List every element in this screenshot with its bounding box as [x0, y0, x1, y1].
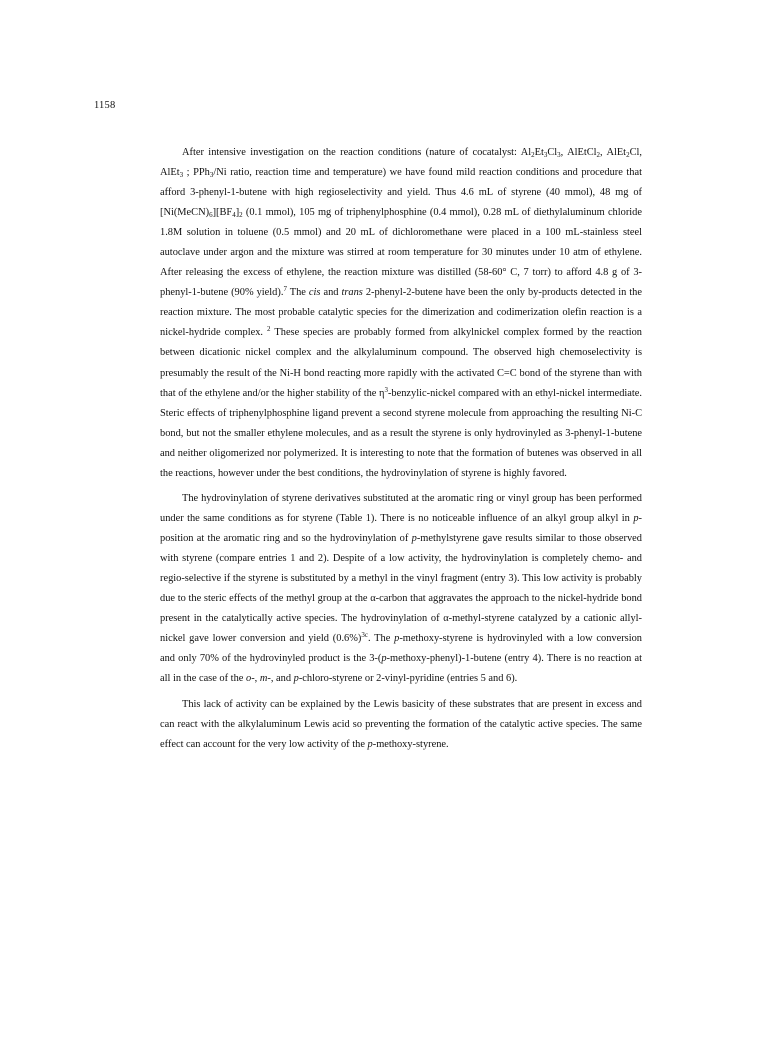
text-run: The hydrovinylation of styrene derivatives substituted at the aromatic ring or vinyl group has been performed under the same conditions as for styrene (Table 1). There is no noticeable influence of an alkyl group alkyl in	[160, 492, 642, 524]
text-run: -,	[251, 673, 260, 685]
text-run: These species are probably formed from alkylnickel complex formed by the reaction between dicationic nickel complex and the alkylaluminum compound. The observed high chemoselectivity is presumably the result of the Ni-H bond reacting more rapidly with the activated C=C bond of the styrene than with that of the ethylene and/or the higher stability of the η	[160, 327, 642, 399]
page-number: 1158	[94, 100, 116, 111]
italic-text: p	[381, 653, 387, 665]
paragraph	[160, 695, 642, 755]
italic-text: p	[293, 673, 299, 685]
body-text	[160, 143, 642, 755]
subscript: 4	[232, 211, 236, 220]
text-run: /Ni ratio, reaction time and temperature) we have found mild reaction conditions and procedure that afford 3-phenyl-1-butene with high regioselectivity and yield. Thus 4.6 mL of styrene (40 mmol), 48 mg of [Ni(MeCN)	[160, 167, 643, 219]
text-run: Cl, AlEt	[160, 147, 642, 179]
text-run: After intensive investigation on the reaction conditions (nature of cocatalyst: Al	[182, 147, 532, 158]
text-run: -methoxy-styrene.	[372, 739, 449, 751]
text-run: ; PPh	[183, 167, 210, 179]
superscript: 7	[283, 285, 287, 294]
text-run: -chloro-styrene or 2-vinyl-pyridine (entries 5 and 6).	[298, 673, 518, 685]
text-run: , AlEt	[600, 147, 627, 158]
subscript: 2	[239, 211, 243, 220]
text-run: -position at the aromatic ring and so the hydrovinylation of	[160, 512, 642, 544]
subscript: 3	[209, 171, 214, 180]
text-run: and	[320, 287, 342, 299]
superscript: 3	[384, 385, 388, 394]
italic-text: trans	[341, 287, 363, 299]
text-run: -, and	[267, 673, 294, 685]
subscript: 6	[209, 211, 213, 220]
text-run: . The	[367, 633, 395, 645]
text-run: , AlEtCl	[560, 147, 597, 158]
italic-text: o	[245, 673, 252, 685]
text-run: Et	[534, 147, 544, 158]
paragraph	[160, 489, 642, 689]
subscript: 3	[557, 151, 561, 159]
subscript: 2	[626, 151, 630, 159]
text-run: 2-phenyl-2-butene have been the only by-products detected in the reaction mixture. The most probable catalytic species for the dimerization and codimerization olefin reaction is a nickel-hydride complex.	[160, 287, 642, 339]
text-run: ]	[235, 207, 240, 219]
italic-text: p	[394, 633, 400, 645]
superscript: 2	[267, 325, 271, 334]
text-run: The	[286, 287, 309, 299]
subscript: 3	[179, 171, 184, 180]
subscript: 2	[531, 151, 535, 159]
text-run: -methoxy-styrene is hydrovinyled with a low conversion and only 70% of the hydrovinyled product is the 3-(	[160, 633, 642, 665]
italic-text: p	[367, 739, 373, 751]
text-run: Cl	[547, 147, 558, 158]
italic-text: p	[411, 532, 417, 544]
text-run: -methoxy-phenyl)-1-butene (entry 4). There is no reaction at all in the case of the	[160, 653, 642, 685]
paragraph	[160, 143, 642, 484]
subscript: 3	[543, 151, 548, 159]
text-run: -benzylic-nickel compared with an ethyl-nickel intermediate. Steric effects of triphenylphosphine ligand prevent a second styrene molecule from approaching the resulting Ni-C bond, but not the smaller ethylene molecules, and as a result the styrene is only hydrovinyled as 3-phenyl-1-butene and neither oligomerized nor polymerized. It is interesting to note that the formation of butenes was observed in all the reactions, however under the best conditions, the hydrovinylation of styrene is highly favored.	[160, 387, 642, 479]
italic-text: p	[633, 512, 639, 524]
text-run: (0.1 mmol), 105 mg of triphenylphosphine (0.4 mmol), 0.28 mL of diethylaluminum chloride 1.8M solution in toluene (0.5 mmol) and 20 mL of dichloromethane were placed in a 100 mL-stainless steel autoclave under argon and the mixture was stirred at room temperature for 30 minutes under 10 atm of ethylene. After releasing the excess of ethylene, the reaction mixture was distilled (58-60° C, 7 torr) to afford 4.8 g of 3-phenyl-1-butene (90% yield).	[160, 207, 642, 299]
italic-text: cis	[308, 287, 321, 299]
superscript: 3c	[361, 631, 368, 640]
text-run: -methylstyrene gave results similar to those observed with styrene (compare entries 1 and 2). Despite of a low activity, the hydrovinylation is completely chemo- and regio-selective if the styrene is substituted by a methyl in the vinyl fragment (entry 3). This low activity is probably due to the steric effects of the methyl group at the α-carbon that aggravates the approach to the nickel-hydride bond present in the catalytically active species. The hydrovinylation of α-methyl-styrene catalyzed by a cationic allyl-nickel gave lower conversion and yield (0.6%)	[160, 532, 642, 645]
italic-text: m	[259, 673, 268, 685]
text-run: ][BF	[212, 207, 233, 219]
text-run: This lack of activity can be explained by the Lewis basicity of these substrates that are present in excess and can react with the alkylaluminum Lewis acid so preventing the formation of the catalytic active species. The same effect can account for the very low activity of the	[160, 699, 642, 751]
subscript: 2	[596, 151, 601, 159]
